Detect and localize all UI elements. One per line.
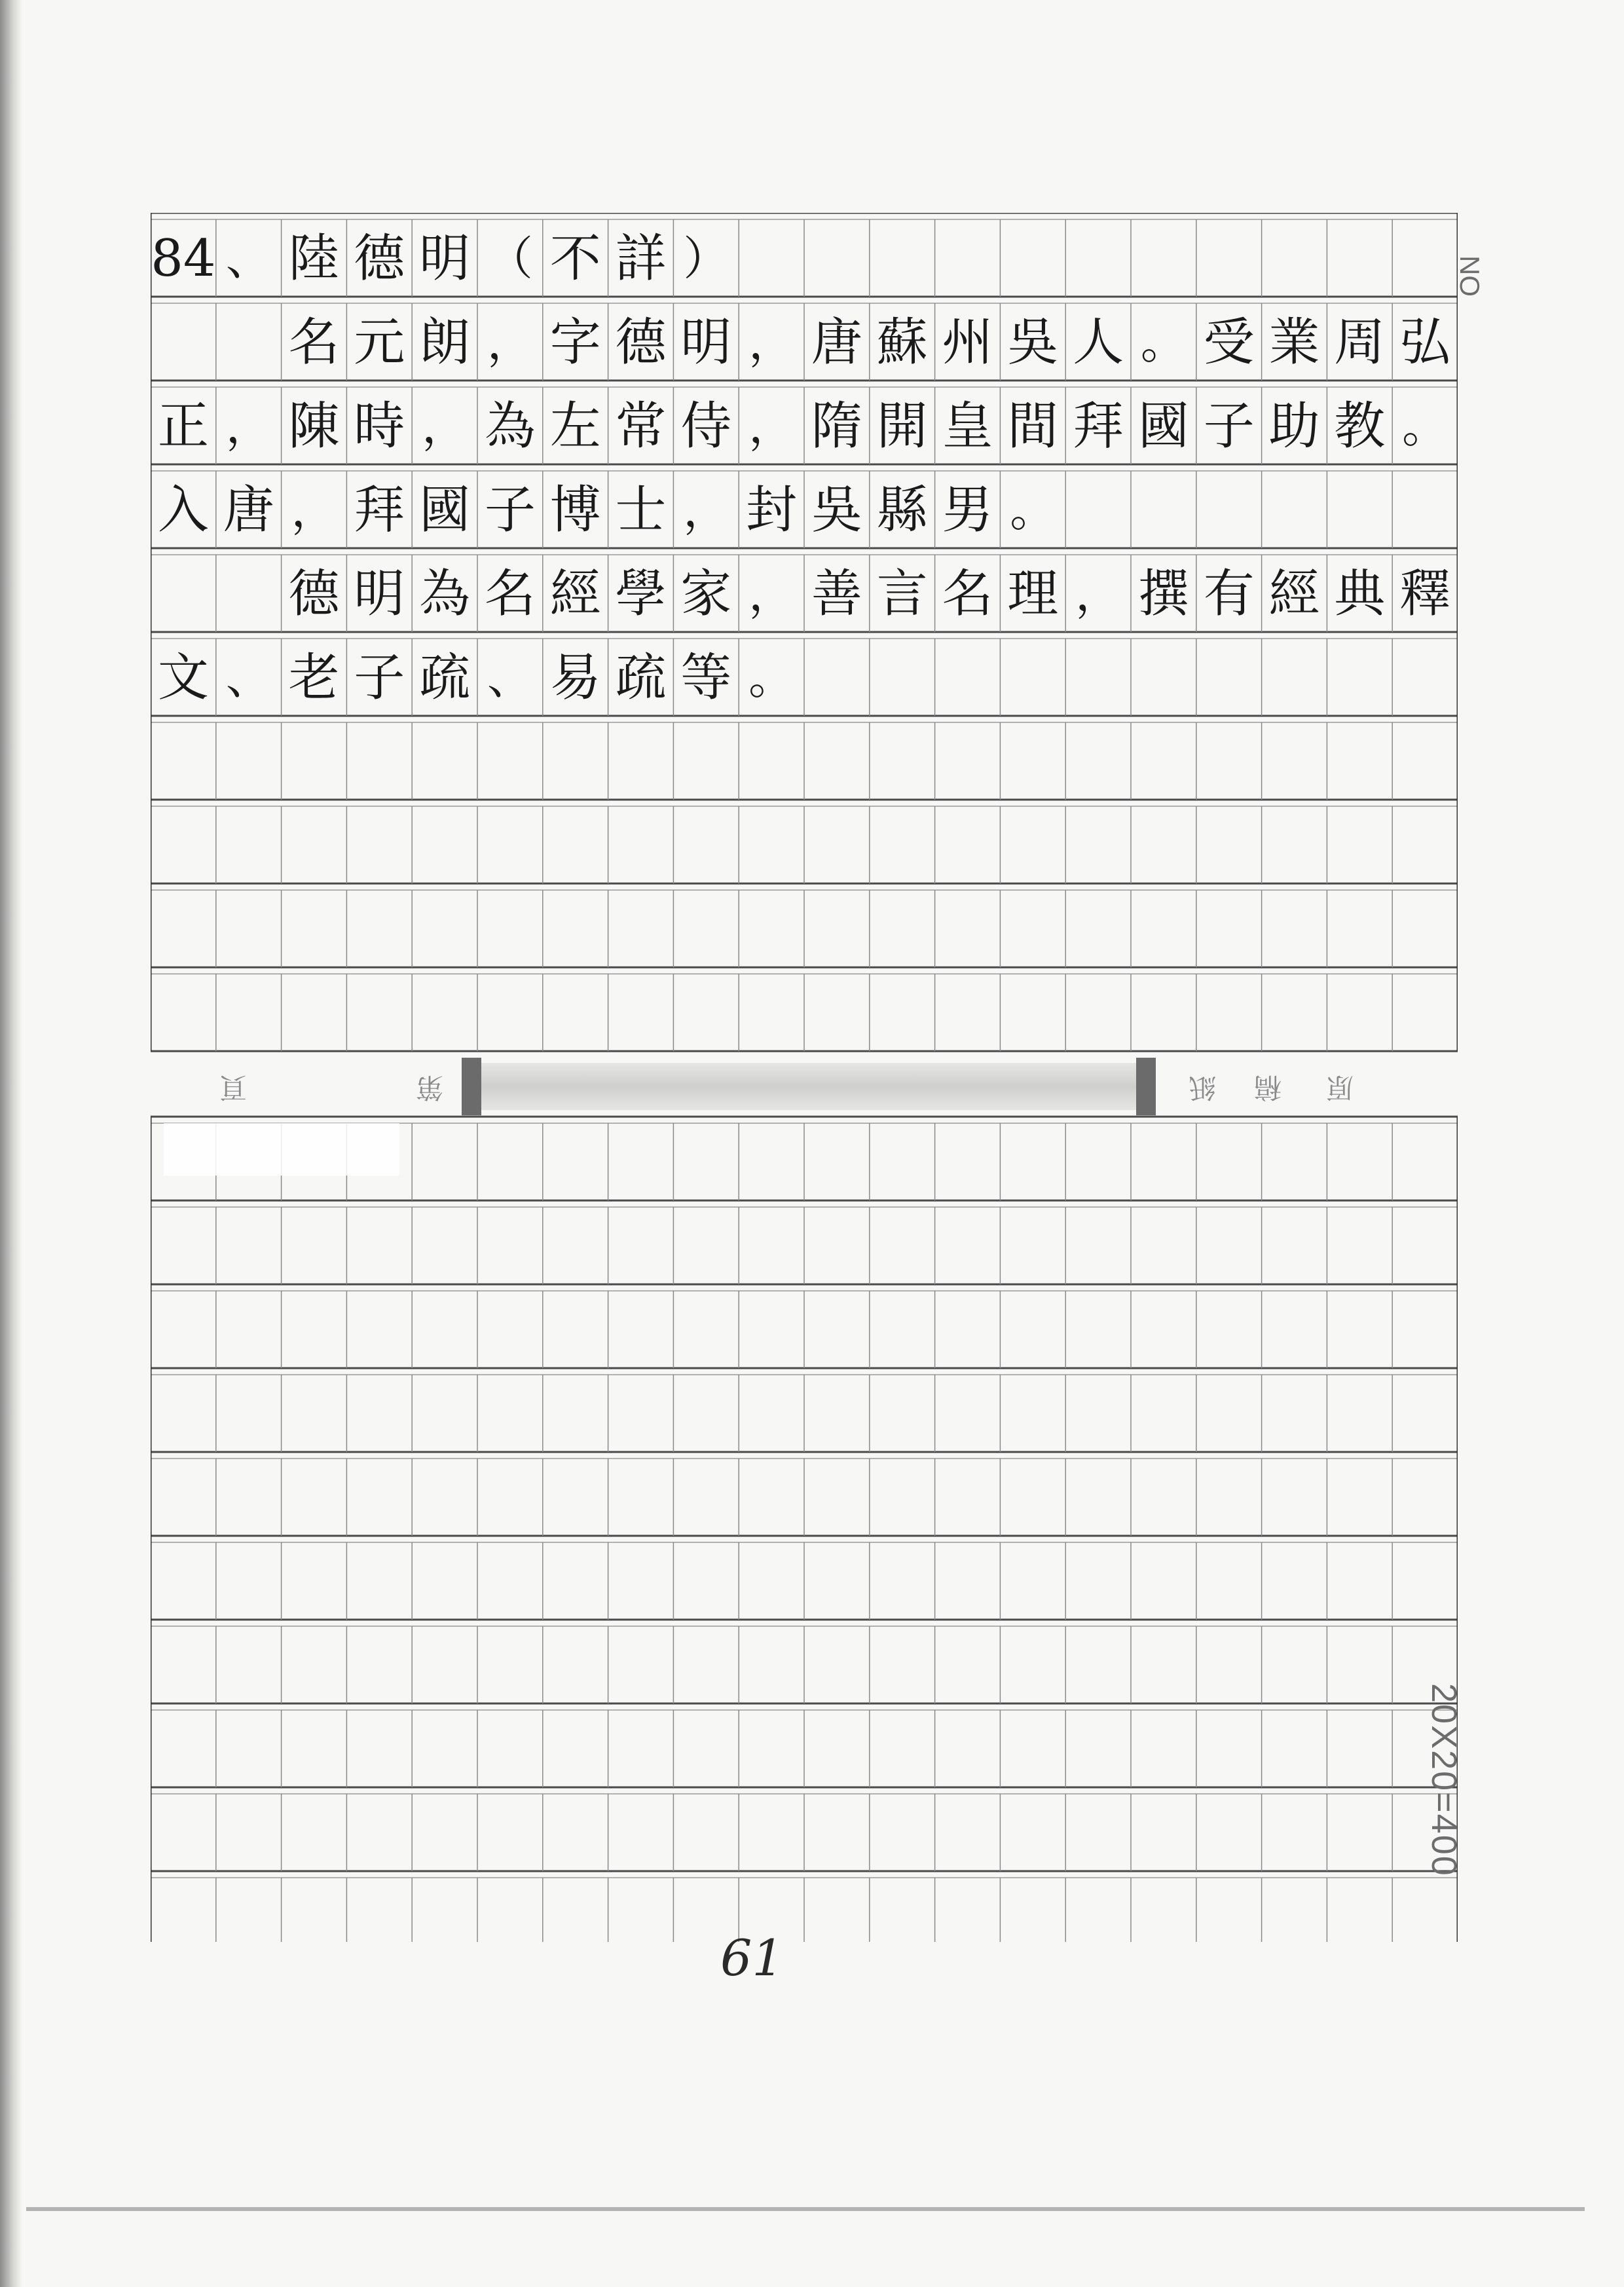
body-char: 州 bbox=[942, 313, 993, 372]
fold-label-page: 頁 bbox=[219, 1071, 248, 1104]
body-char: 子 bbox=[354, 648, 405, 707]
body-char: 、 bbox=[487, 651, 533, 705]
body-char: 家 bbox=[680, 565, 732, 623]
body-char: 。 bbox=[748, 651, 795, 705]
body-char: 入 bbox=[157, 481, 209, 540]
body-char: 老 bbox=[288, 648, 340, 707]
body-char: 理 bbox=[1007, 565, 1059, 623]
body-char: 善 bbox=[811, 565, 862, 623]
heading-char: 德 bbox=[354, 229, 405, 288]
body-char: 士 bbox=[615, 481, 667, 540]
body-char: 學 bbox=[615, 565, 667, 623]
body-char: 國 bbox=[1137, 397, 1189, 456]
body-char: 明 bbox=[354, 565, 405, 623]
body-char: ， bbox=[487, 316, 533, 369]
body-char: 拜 bbox=[1073, 397, 1124, 456]
body-char: 助 bbox=[1268, 397, 1320, 456]
body-char: 。 bbox=[1010, 483, 1056, 537]
body-char: 名 bbox=[288, 313, 340, 372]
scan-shadow-left bbox=[0, 0, 22, 2287]
body-char: 唐 bbox=[223, 481, 274, 540]
fold-label-ordinal: 第 bbox=[416, 1071, 444, 1104]
body-char: 吳 bbox=[1007, 313, 1059, 372]
body-char: 朗 bbox=[419, 313, 471, 372]
body-char: 國 bbox=[419, 481, 471, 540]
body-char: 蘇 bbox=[876, 313, 928, 372]
body-char: 德 bbox=[615, 313, 667, 372]
body-char: 文 bbox=[157, 648, 209, 707]
body-char: 。 bbox=[1402, 400, 1449, 453]
body-char: 易 bbox=[549, 648, 601, 707]
body-char: 撰 bbox=[1137, 565, 1189, 623]
body-char: 為 bbox=[419, 565, 471, 623]
body-char: 受 bbox=[1203, 313, 1255, 372]
fold-band bbox=[160, 1058, 1444, 1117]
body-char: 字 bbox=[549, 313, 601, 372]
body-char: ， bbox=[1075, 567, 1122, 621]
body-char: 人 bbox=[1073, 313, 1124, 372]
heading-char: ） bbox=[683, 232, 729, 286]
heading-char: 明 bbox=[419, 229, 471, 288]
heading-char: 84 bbox=[151, 229, 216, 288]
body-char: 封 bbox=[746, 481, 798, 540]
heading-char: 陸 bbox=[288, 229, 340, 288]
body-char: 名 bbox=[942, 565, 993, 623]
margin-grid-spec: 20X20=400 bbox=[1424, 1683, 1464, 1877]
body-char: 為 bbox=[484, 397, 536, 456]
body-char: 唐 bbox=[811, 313, 862, 372]
page-number: 61 bbox=[720, 1929, 784, 1987]
body-char: 元 bbox=[354, 313, 405, 372]
body-char: ， bbox=[225, 400, 272, 453]
fold-label-paper: 紙 bbox=[1189, 1071, 1217, 1104]
body-char: 周 bbox=[1334, 313, 1386, 372]
scan-smudge bbox=[164, 1123, 399, 1176]
heading-char: （ bbox=[487, 232, 533, 286]
body-char: 子 bbox=[484, 481, 536, 540]
body-char: 釋 bbox=[1399, 565, 1451, 623]
body-char: ， bbox=[422, 400, 468, 453]
fold-tab-right bbox=[1136, 1058, 1156, 1115]
fold-tab-left bbox=[462, 1058, 481, 1115]
body-char: 疏 bbox=[615, 648, 667, 707]
body-char: 名 bbox=[484, 565, 536, 623]
body-char: 教 bbox=[1334, 397, 1386, 456]
heading-char: 、 bbox=[225, 232, 272, 286]
body-char: ， bbox=[748, 400, 795, 453]
body-char: 間 bbox=[1007, 397, 1059, 456]
fold-label-draft: 稿 bbox=[1254, 1071, 1282, 1104]
body-char: 言 bbox=[876, 565, 928, 623]
body-char: 明 bbox=[680, 313, 732, 372]
body-char: 子 bbox=[1203, 397, 1255, 456]
heading-char: 詳 bbox=[615, 229, 667, 288]
scan-shadow-bottom bbox=[26, 2207, 1585, 2211]
body-char: 吳 bbox=[811, 481, 862, 540]
body-char: 縣 bbox=[876, 481, 928, 540]
body-char: 。 bbox=[1140, 316, 1187, 369]
margin-no-label: NO bbox=[1454, 255, 1485, 297]
body-char: 常 bbox=[615, 397, 667, 456]
fold-bar bbox=[468, 1063, 1143, 1110]
body-char: 疏 bbox=[419, 648, 471, 707]
body-char: ， bbox=[748, 316, 795, 369]
body-char: 開 bbox=[876, 397, 928, 456]
body-char: ， bbox=[291, 483, 337, 537]
body-char: ， bbox=[748, 567, 795, 621]
body-char: 博 bbox=[549, 481, 601, 540]
body-char: 有 bbox=[1203, 565, 1255, 623]
body-char: 陳 bbox=[288, 397, 340, 456]
heading-char: 不 bbox=[549, 229, 601, 288]
body-char: 正 bbox=[157, 397, 209, 456]
body-char: 時 bbox=[354, 397, 405, 456]
fold-label-original: 原 bbox=[1326, 1071, 1354, 1104]
body-char: 經 bbox=[1268, 565, 1320, 623]
body-char: 弘 bbox=[1399, 313, 1451, 372]
body-char: 、 bbox=[225, 651, 272, 705]
body-char: 等 bbox=[680, 648, 732, 707]
body-char: 德 bbox=[288, 565, 340, 623]
body-char: ， bbox=[683, 483, 729, 537]
body-char: 皇 bbox=[942, 397, 993, 456]
body-char: 侍 bbox=[680, 397, 732, 456]
body-char: 經 bbox=[549, 565, 601, 623]
body-char: 左 bbox=[549, 397, 601, 456]
body-char: 業 bbox=[1268, 313, 1320, 372]
body-char: 典 bbox=[1334, 565, 1386, 623]
body-char: 拜 bbox=[354, 481, 405, 540]
body-char: 男 bbox=[942, 481, 993, 540]
body-char: 隋 bbox=[811, 397, 862, 456]
